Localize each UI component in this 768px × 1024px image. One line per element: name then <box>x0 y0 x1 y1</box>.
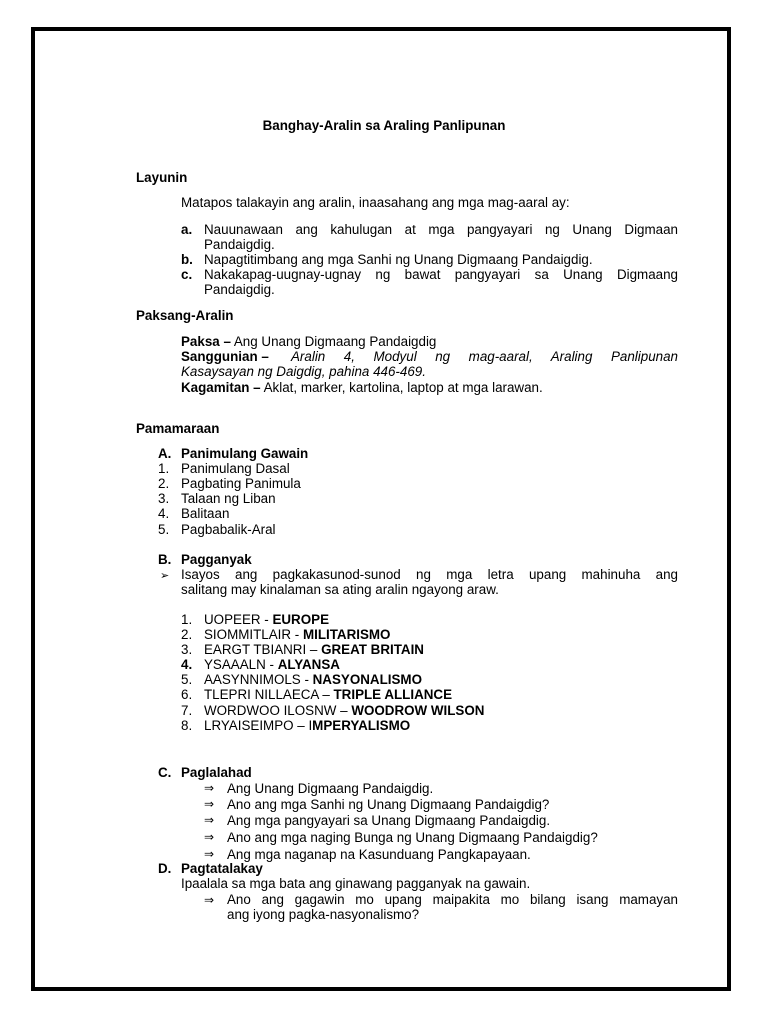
scrambled-word: TLEPRI NILLAECA – <box>204 687 334 702</box>
paglalahad-item: Ang mga naganap na Kasunduang Pangkapayaan. <box>227 847 531 862</box>
list-item-num: 4. <box>158 506 170 521</box>
answer-word: NASYONALISMO <box>312 672 423 687</box>
pagganyak-instruction-line2: salitang may kinalaman sa ating aralin ngayong araw. <box>181 582 499 597</box>
subsection-marker-b: B. <box>158 552 172 567</box>
answer-word: WOODROW WILSON <box>351 703 485 718</box>
word-num: 2. <box>181 627 193 642</box>
pagtatalakay-question-line2: ang iyong pagka-nasyonalismo? <box>227 907 420 922</box>
paglalahad-item: Ano ang mga Sanhi ng Unang Digmaang Pandaigdig? <box>227 797 550 812</box>
subsection-title-paglalahad: Paglalahad <box>181 765 252 780</box>
scrambled-word: SIOMMITLAIR - <box>204 627 303 642</box>
word-item <box>204 657 340 672</box>
scrambled-word: EARGT TBIANRI – <box>204 642 322 657</box>
answer-prefix: I <box>308 718 313 733</box>
implies-arrow-icon: ⇒ <box>204 830 215 844</box>
paksa-label: Paksa – <box>181 334 231 349</box>
word-num: 8. <box>181 718 193 733</box>
answer-word: ALYANSA <box>277 657 340 672</box>
word-item <box>204 612 329 627</box>
word-item <box>204 642 424 657</box>
list-item: Pagbating Panimula <box>181 476 301 491</box>
list-item: Panimulang Dasal <box>181 461 290 476</box>
document-title: Banghay-Aralin sa Araling Panlipunan <box>262 118 506 133</box>
scrambled-word: AASYNNIMOLS - <box>204 672 313 687</box>
arrowhead-bullet-icon: ➢ <box>160 569 170 582</box>
sanggunian-label: Sanggunian – <box>181 349 269 364</box>
subsection-marker-c: C. <box>158 765 172 780</box>
subsection-marker-a: A. <box>158 446 172 461</box>
objective-a-line2: Pandaigdig. <box>204 237 275 252</box>
paksa-value: Ang Unang Digmaang Pandaigdig <box>230 334 437 349</box>
answer-word: MILITARISMO <box>302 627 391 642</box>
subsection-title-pagganyak: Pagganyak <box>181 552 252 567</box>
section-heading-paksang-aralin: Paksang-Aralin <box>136 308 234 323</box>
list-item-num: 5. <box>158 522 170 537</box>
word-item <box>204 687 452 702</box>
answer-word: TRIPLE ALLIANCE <box>333 687 453 702</box>
scrambled-word: WORDWOO ILOSNW – <box>204 703 352 718</box>
paglalahad-item: Ang Unang Digmaang Pandaigdig. <box>227 781 434 796</box>
word-item <box>204 627 390 642</box>
section-heading-layunin: Layunin <box>136 170 188 185</box>
implies-arrow-icon: ⇒ <box>204 813 215 827</box>
objective-marker-b: b. <box>181 252 193 267</box>
answer-word: GREAT BRITAIN <box>321 642 424 657</box>
objective-b-line1: Napagtitimbang ang mga Sanhi ng Unang Digmaang Pandaigdig. <box>204 252 593 267</box>
list-item-num: 1. <box>158 461 170 476</box>
sanggunian-line2: Kasaysayan ng Daigdig, pahina 446-469. <box>181 364 426 379</box>
objective-c-line2: Pandaigdig. <box>204 282 275 297</box>
answer-word: EUROPE <box>272 612 330 627</box>
pagtatalakay-question-line1: Ano ang gagawin mo upang maipakita mo bilang isang mamayan <box>227 892 678 907</box>
paksa-line <box>181 334 436 349</box>
pagganyak-instruction-line1: Isayos ang pagkakasunod-sunod ng mga letra upang mahinuha ang <box>181 567 678 582</box>
word-num: 4. <box>181 657 193 672</box>
scrambled-word: YSAAALN - <box>204 657 278 672</box>
implies-arrow-icon: ⇒ <box>204 893 215 907</box>
objective-a-line1: Nauunawaan ang kahulugan at mga pangyayari ng Unang Digmaan <box>204 222 678 237</box>
objective-marker-c: c. <box>181 267 193 282</box>
kagamitan-line <box>181 380 543 395</box>
word-item <box>204 672 422 687</box>
word-item <box>204 703 484 718</box>
word-num: 5. <box>181 672 193 687</box>
implies-arrow-icon: ⇒ <box>204 847 215 861</box>
list-item-num: 2. <box>158 476 170 491</box>
list-item: Pagbabalik-Aral <box>181 522 276 537</box>
answer-word: MPERYALISMO <box>312 718 411 733</box>
scrambled-word: LRYAISEIMPO – <box>204 718 309 733</box>
subsection-marker-d: D. <box>158 861 172 876</box>
paglalahad-item: Ang mga pangyayari sa Unang Digmaang Pandaigdig. <box>227 813 551 828</box>
paglalahad-item: Ano ang mga naging Bunga ng Unang Digmaang Pandaigdig? <box>227 830 598 845</box>
subsection-title-panimulang-gawain: Panimulang Gawain <box>181 446 309 461</box>
implies-arrow-icon: ⇒ <box>204 797 215 811</box>
kagamitan-value: Aklat, marker, kartolina, laptop at mga larawan. <box>260 380 543 395</box>
subsection-title-pagtatalakay: Pagtatalakay <box>181 861 263 876</box>
word-num: 6. <box>181 687 193 702</box>
kagamitan-label: Kagamitan – <box>181 380 261 395</box>
word-num: 1. <box>181 612 193 627</box>
implies-arrow-icon: ⇒ <box>204 781 215 795</box>
word-item <box>204 718 410 733</box>
objective-marker-a: a. <box>181 222 193 237</box>
pagtatalakay-intro: Ipaalala sa mga bata ang ginawang pagganyak na gawain. <box>181 876 531 891</box>
word-num: 3. <box>181 642 193 657</box>
word-num: 7. <box>181 703 193 718</box>
sanggunian-line1: Aralin 4, Modyul ng mag-aaral, Araling Panlipunan <box>291 349 678 364</box>
list-item: Balitaan <box>181 506 230 521</box>
layunin-intro: Matapos talakayin ang aralin, inaasahang ang mga mag-aaral ay: <box>181 195 570 210</box>
list-item: Talaan ng Liban <box>181 491 276 506</box>
scrambled-word: UOPEER - <box>204 612 273 627</box>
section-heading-pamamaraan: Pamamaraan <box>136 421 220 436</box>
objective-c-line1: Nakakapag-uugnay-ugnay ng bawat pangyayari sa Unang Digmaang <box>204 267 678 282</box>
list-item-num: 3. <box>158 491 170 506</box>
